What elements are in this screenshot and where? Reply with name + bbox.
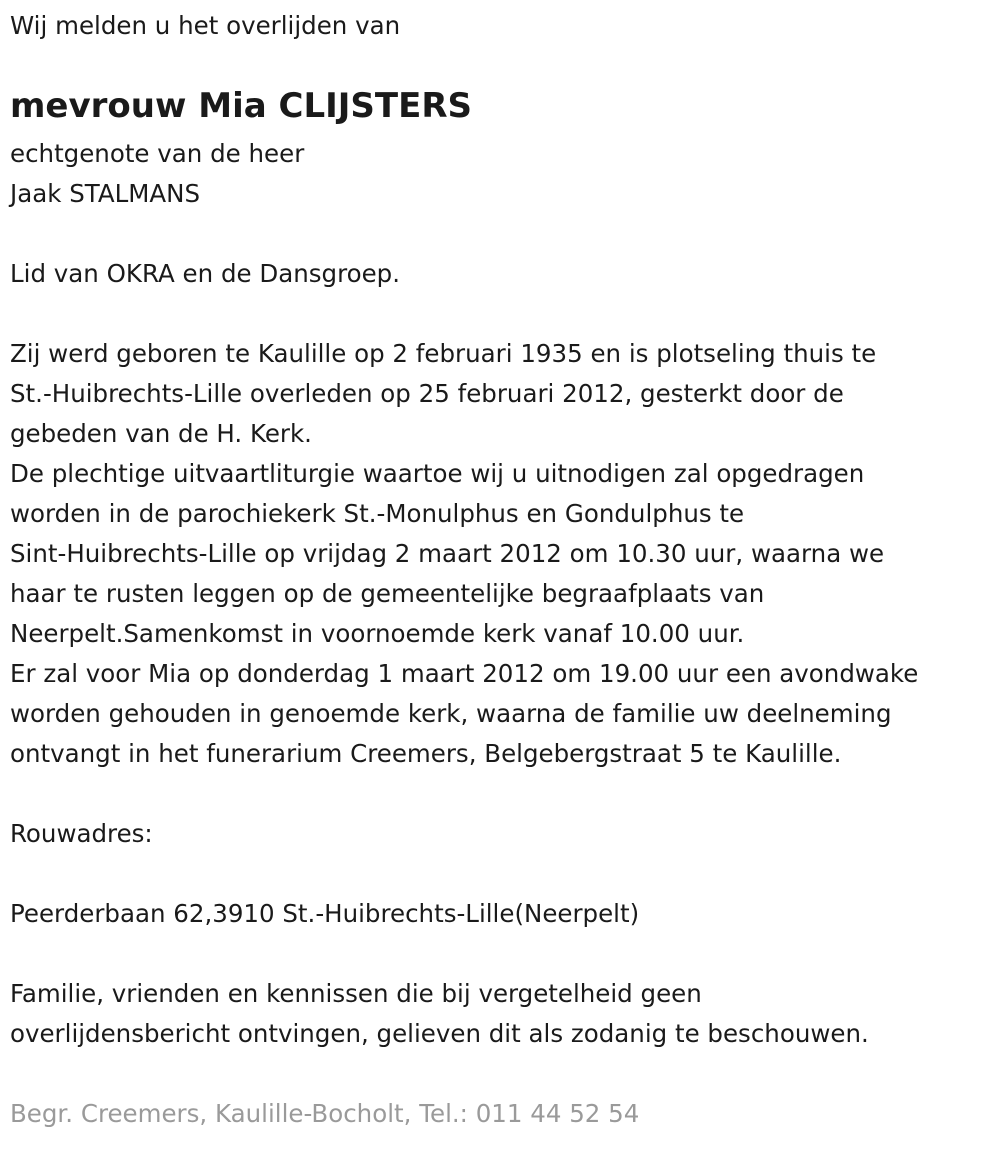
address-label: Rouwadres: — [10, 819, 153, 848]
main-text-block — [10, 334, 918, 774]
funeral-home-footer: Begr. Creemers, Kaulille-Bocholt, Tel.: 011 44 52 54 — [10, 1099, 640, 1128]
family-note-block — [10, 974, 869, 1054]
deceased-name: mevrouw Mia CLIJSTERS — [10, 86, 472, 126]
main-text-line: Neerpelt.Samenkomst in voornoemde kerk vanaf 10.00 uur. — [10, 619, 745, 648]
spouse-line: Jaak STALMANS — [10, 179, 201, 208]
main-text-line: Sint-Huibrechts-Lille op vrijdag 2 maart 2012 om 10.30 uur, waarna we — [10, 539, 885, 568]
main-text-line: Er zal voor Mia op donderdag 1 maart 2012 om 19.00 uur een avondwake — [10, 659, 919, 688]
main-text-line: haar te rusten leggen op de gemeentelijke begraafplaats van — [10, 579, 765, 608]
main-text-line: ontvangt in het funerarium Creemers, Belgebergstraat 5 te Kaulille. — [10, 739, 842, 768]
membership-text: Lid van OKRA en de Dansgroep. — [10, 259, 401, 288]
main-text-line: worden gehouden in genoemde kerk, waarna de familie uw deelneming — [10, 699, 892, 728]
intro-text: Wij melden u het overlijden van — [10, 11, 401, 40]
family-note-line: Familie, vrienden en kennissen die bij vergetelheid geen — [10, 979, 702, 1008]
mourning-address: Peerderbaan 62,3910 St.-Huibrechts-Lille(Neerpelt) — [10, 899, 640, 928]
spouse-line: echtgenote van de heer — [10, 139, 305, 168]
membership-block — [10, 254, 400, 294]
family-note-line: overlijdensbericht ontvingen, gelieven dit als zodanig te beschouwen. — [10, 1019, 869, 1048]
main-text-line: gebeden van de H. Kerk. — [10, 419, 312, 448]
spouse-block — [10, 134, 304, 214]
address-label-block — [10, 814, 153, 854]
main-text-line: St.-Huibrechts-Lille overleden op 25 februari 2012, gesterkt door de — [10, 379, 844, 408]
main-text-line: De plechtige uitvaartliturgie waartoe wij u uitnodigen zal opgedragen — [10, 459, 865, 488]
main-text-line: worden in de parochiekerk St.-Monulphus en Gondulphus te — [10, 499, 745, 528]
address-block — [10, 894, 639, 934]
main-text-line: Zij werd geboren te Kaulille op 2 februari 1935 en is plotseling thuis te — [10, 339, 877, 368]
